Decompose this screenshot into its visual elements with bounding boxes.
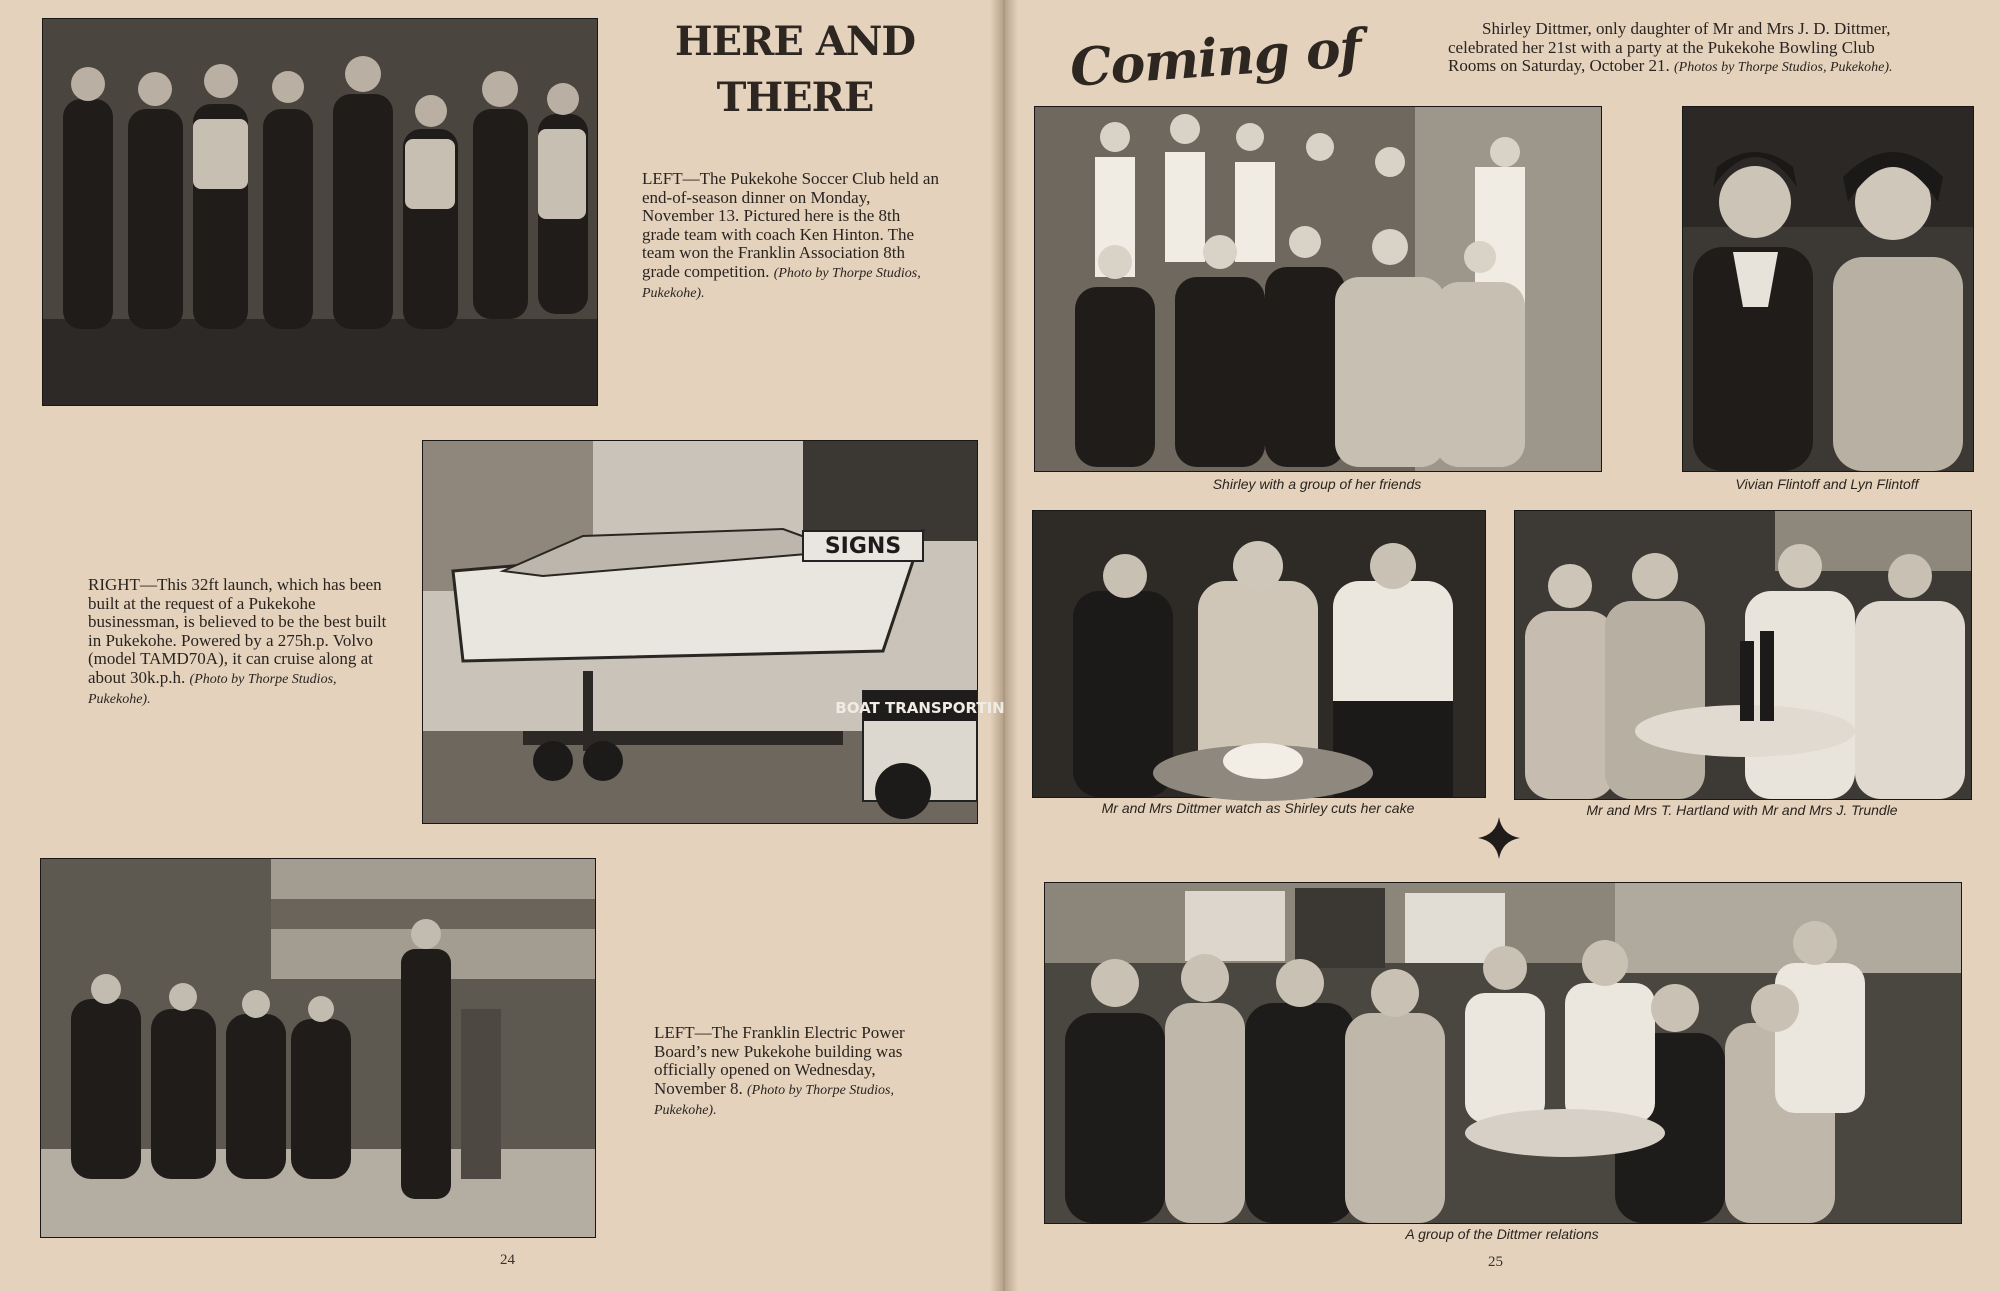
boat-launch-photo <box>422 440 1005 824</box>
page-number-left: 24 <box>500 1252 515 1268</box>
page-headline <box>660 14 930 126</box>
cake-caption: Mr and Mrs Dittmer watch as Shirley cuts her cake <box>1101 800 1415 816</box>
hartland-trundle-photo <box>1514 510 1972 800</box>
relations-caption: A group of the Dittmer relations <box>1405 1226 1599 1242</box>
hartland-caption: Mr and Mrs T. Hartland with Mr and Mrs J. Trundle <box>1586 802 1898 818</box>
page-number-right: 25 <box>1488 1254 1503 1270</box>
power-board-photo <box>40 858 596 1238</box>
flintoff-caption: Vivian Flintoff and Lyn Flintoff <box>1735 476 1919 492</box>
flintoff-photo <box>1682 106 1974 472</box>
soccer-team-photo <box>42 18 598 406</box>
intro-text-body: Shirley Dittmer, only daughter of Mr and Mrs J. D. Dittmer, celebrated her 21st with a party at the Pukekohe Bowling Club Rooms on Saturday, October 21. <box>1448 19 1891 75</box>
dittmer-relations-photo <box>1044 882 1962 1224</box>
power-board-caption <box>654 1024 944 1121</box>
friends-caption: Shirley with a group of her friends <box>1212 476 1422 492</box>
headline-line-2: THERE <box>716 74 874 121</box>
trailer-sign-text: BOAT TRANSPORTIN <box>835 699 1005 717</box>
intro-text-credit: (Photos by Thorpe Studios, Pukekohe). <box>1674 60 1893 75</box>
soccer-caption <box>642 170 942 304</box>
power-board-caption-credit: (Photo by Thorpe Studios, Pukekohe). <box>654 1082 895 1118</box>
intro-text <box>1448 20 1918 78</box>
decorative-star-icon <box>1478 817 1520 859</box>
soccer-caption-credit: (Photo by Thorpe Studios, Pukekohe). <box>642 265 921 301</box>
boat-sign-text: SIGNS <box>824 534 902 559</box>
friends-photo <box>1034 106 1602 472</box>
launch-caption-credit: (Photo by Thorpe Studios, Pukekohe). <box>88 671 337 707</box>
page-gutter <box>990 0 1018 1291</box>
coming-of-age-title: Coming of <box>1068 17 1363 99</box>
launch-caption-text: RIGHT—This 32ft launch, which has been built at the request of a Pukekohe businessman, is believed to be the best built in Pukekohe. Powered by a 275h.p. Volvo (model TAMD70A), it can cruise along at about 30k.p.h. <box>88 575 387 687</box>
cake-photo <box>1032 510 1486 798</box>
launch-caption <box>88 576 388 710</box>
soccer-caption-text: LEFT—The Pukekohe Soccer Club held an end-of-season dinner on Monday, November 13. Pictured here is the 8th grade team with coach Ken Hinton. The team won the Franklin Association 8th grade competition. <box>642 169 939 281</box>
headline-line-1: HERE AND <box>674 18 916 65</box>
power-board-caption-text: LEFT—The Franklin Electric Power Board’s new Pukekohe building was officially opened on Wednesday, November 8. <box>654 1023 905 1098</box>
